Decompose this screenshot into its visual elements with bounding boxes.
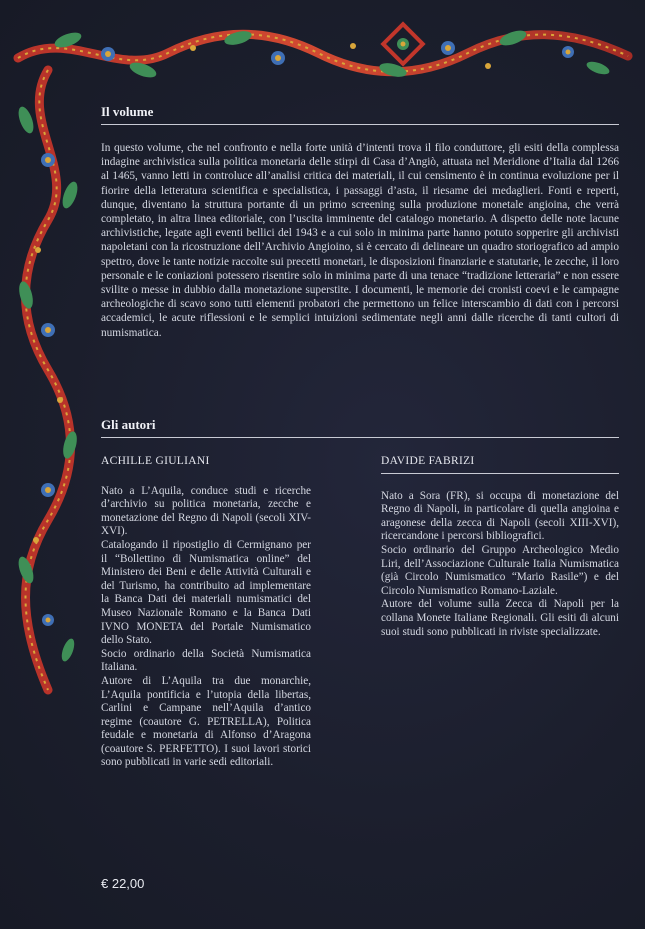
author-name: DAVIDE FABRIZI <box>381 455 619 474</box>
bio-paragraph: Socio ordinario del Gruppo Archeologico Medio Liri, dell’Associazione Culturale Italia Numismatica (già Circolo Numismatico “Mario Rasile”) e del Circolo Numismatico Romano-Laziale. <box>381 543 619 597</box>
volume-section <box>101 104 619 340</box>
volume-description: In questo volume, che nel confronto e nella forte unità d’intenti trova il filo conduttore, gli esiti della complessa indagine archivistica sulla politica monetaria delle stirpi di Casa d’Angiò, attuata nel Meridione d’Italia dal 1266 al 1465, vanno letti in controluce all’analisi critica dei materiali, il cui censimento è in continua evoluzione per il fiorire della letteratura scientifica e specialistica, i passaggi d’asta, il riesame dei medaglieri. Fonti e reperti, dunque, diventano la struttura portante di un primo screening sulla produzione monetale angioina, che verrà completato, in altra linea editoriale, con l’uscita imminente del catalogo monetario. A dispetto delle note lacune archivistiche, legate agli eventi bellici del 1943 e a cui solo in minima parte hanno potuto sopperire gli archivisti napoletani con la ricostruzione dell’Archivio Angioino, si è cercato di delineare un quadro storiografico ad ampio spettro, dove le tante notizie raccolte sui precetti monetari, le disposizioni finanziarie e statutarie, le zecche, il loro personale e le coniazioni potessero risentire solo in minima parte di una tenace “tradizione letteraria” e non essere svilite o messe in dubbio dalla monetazione superstite. I documenti, le memorie dei cronisti coevi e le campagne archeologiche di scavo sono tutti elementi probatori che permettono un felice interscambio di dati con i percorsi accademici, le acute riflessioni e le semplici intuizioni sedimentate negli anni dalle ricerche di tanti cultori di numismatica. <box>101 142 619 339</box>
ornament-left-border <box>8 60 98 700</box>
bio-paragraph: Catalogando il ripostiglio di Cermignano per il “Bollettino di Numismatica online” del Ministero dei Beni e delle Attività Culturali e del Turismo, ha contribuito ad implementare la Banca Dati dei materiali numismatici del Museo Nazionale Romano e la Banca Dati IVNO MONETA del Portale Numismatico dello Stato. <box>101 538 311 647</box>
bio-paragraph: Nato a Sora (FR), si occupa di monetazione del Regno di Napoli, in particolare di quella angioina e aragonese della zecca di Napoli (secoli XIII-XVI), ricercandone i percorsi bibliografici. <box>381 489 619 543</box>
ornament-top-border <box>8 18 638 88</box>
author-giuliani <box>101 455 311 770</box>
bio-paragraph: Autore di L’Aquila tra due monarchie, L’Aquila pontificia e l’utopia della libertas, Carlini e Campane nell’Aquila d’antico regime (coautore G. PETRELLA), Politica feudale e monetaria di Alfonso d’Aragona (coautore S. PERFETTO). I suoi lavori storici sono pubblicati in varie sedi editoriali. <box>101 674 311 769</box>
author-name: ACHILLE GIULIANI <box>101 455 210 467</box>
authors-section <box>101 417 619 438</box>
authors-heading: Gli autori <box>101 417 619 438</box>
author-bio <box>101 485 311 770</box>
bio-paragraph: Nato a L’Aquila, conduce studi e ricerche d’archivio su politica monetaria, zecche e monetazione del Regno di Napoli (secoli XIV-XVI). <box>101 484 311 538</box>
volume-heading: Il volume <box>101 104 619 125</box>
author-bio <box>381 490 619 640</box>
bio-paragraph: Socio ordinario della Società Numismatica Italiana. <box>101 647 311 674</box>
price-label: € 22,00 <box>101 876 145 891</box>
bio-paragraph: Autore del volume sulla Zecca di Napoli per la collana Monete Italiane Regionali. Gli esiti di alcuni suoi studi sono pubblicati in riviste specializzate. <box>381 598 619 638</box>
author-fabrizi <box>381 455 619 639</box>
